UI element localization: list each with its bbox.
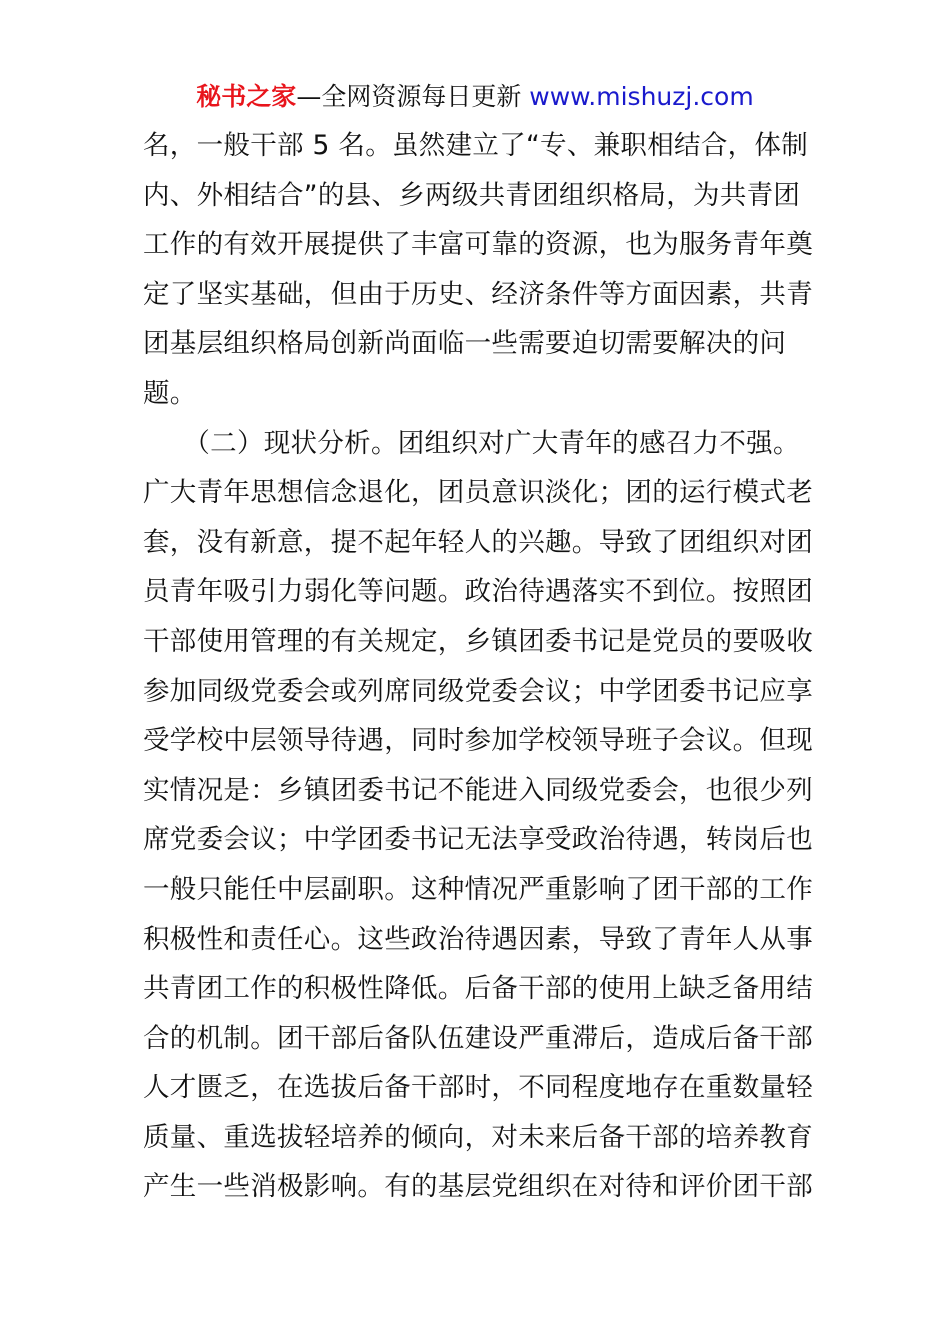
- paragraph-heading-line: （二）现状分析。团组织对广大青年的感召力不强。: [143, 427, 800, 459]
- document-body: [143, 121, 818, 1212]
- text-line: 广大青年思想信念退化，团员意识淡化；团的运行模式老: [143, 477, 813, 509]
- text-line: 参加同级党委会或列席同级党委会议；中学团委书记应享: [143, 675, 813, 707]
- text-line: 质量、重选拔轻培养的倾向，对未来后备干部的培养教育: [143, 1121, 813, 1153]
- text-line: 共青团工作的积极性降低。后备干部的使用上缺乏备用结: [143, 973, 813, 1005]
- text-line: 工作的有效开展提供了丰富可靠的资源，也为服务青年奠: [143, 229, 813, 261]
- text-line: 题。: [143, 377, 197, 409]
- text-line: 名，一般干部 5 名。虽然建立了“专、兼职相结合，体制: [143, 130, 809, 161]
- text-line: 干部使用管理的有关规定，乡镇团委书记是党员的要吸收: [143, 625, 813, 657]
- text-line: 定了坚实基础，但由于历史、经济条件等方面因素，共青: [143, 278, 813, 310]
- site-tagline: —全网资源每日更新: [296, 82, 530, 111]
- text-line: 一般只能任中层副职。这种情况严重影响了团干部的工作: [143, 873, 813, 905]
- text-line: 内、外相结合”的县、乡两级共青团组织格局，为共青团: [143, 179, 801, 211]
- site-brand: 秘书之家: [196, 82, 297, 111]
- text-line: 合的机制。团干部后备队伍建设严重滞后，造成后备干部: [143, 1022, 813, 1054]
- text-line: 员青年吸引力弱化等问题。政治待遇落实不到位。按照团: [143, 576, 813, 608]
- text-line: 受学校中层领导待遇，同时参加学校领导班子会议。但现: [143, 725, 813, 757]
- text-line: 席党委会议；中学团委书记无法享受政治待遇，转岗后也: [143, 824, 813, 856]
- text-line: 团基层组织格局创新尚面临一些需要迫切需要解决的问: [143, 328, 787, 360]
- text-line: 实情况是：乡镇团委书记不能进入同级党委会，也很少列: [143, 774, 813, 806]
- text-line: 人才匮乏，在选拔后备干部时，不同程度地存在重数量轻: [143, 1072, 813, 1104]
- text-line: 积极性和责任心。这些政治待遇因素，导致了青年人从事: [143, 923, 813, 955]
- text-line: 产生一些消极影响。有的基层党组织在对待和评价团干部: [143, 1171, 813, 1203]
- page-header: [0, 80, 950, 114]
- site-url-link[interactable]: www.mishuzj.com: [529, 82, 754, 111]
- text-line: 套，没有新意，提不起年轻人的兴趣。导致了团组织对团: [143, 526, 813, 558]
